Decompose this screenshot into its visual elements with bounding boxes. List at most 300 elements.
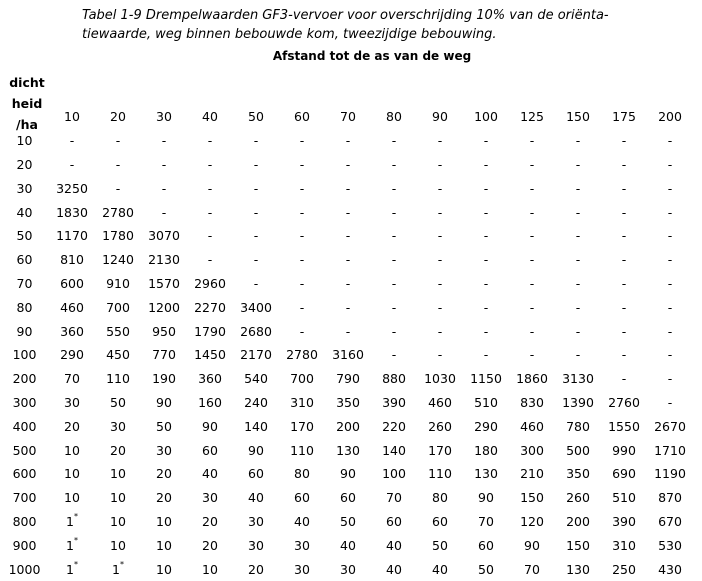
value-cell: 310 xyxy=(290,394,314,410)
value-cell: 70 xyxy=(478,513,494,529)
value-cell: 30 xyxy=(340,561,356,577)
value-cell: - xyxy=(345,204,351,220)
value-cell: 30 xyxy=(64,394,80,410)
value-cell: - xyxy=(621,204,627,220)
value-cell: - xyxy=(299,180,305,196)
value-cell: 40 xyxy=(340,537,356,553)
value-cell: - xyxy=(667,180,673,196)
table-row xyxy=(0,224,693,248)
value-cell: - xyxy=(667,394,673,410)
table-row xyxy=(0,486,693,510)
value-cell: 460 xyxy=(60,299,84,315)
value-cell: - xyxy=(207,204,213,220)
value-cell: 170 xyxy=(290,418,314,434)
table-row xyxy=(0,319,693,343)
value-cell: - xyxy=(391,133,397,149)
value-cell: - xyxy=(529,228,535,244)
value-cell: 140 xyxy=(382,442,406,458)
value-cell: - xyxy=(483,156,489,172)
table-caption xyxy=(82,6,692,44)
value-cell: 60 xyxy=(248,466,264,482)
value-cell: - xyxy=(345,180,351,196)
value-cell: 3130 xyxy=(562,371,594,387)
table-row xyxy=(0,438,693,462)
value-cell: - xyxy=(437,180,443,196)
value-cell: 2960 xyxy=(194,275,226,291)
value-cell: 50 xyxy=(478,561,494,577)
value-cell: 30 xyxy=(202,490,218,506)
value-cell: 770 xyxy=(152,347,176,363)
value-cell: - xyxy=(345,156,351,172)
value-cell: 30 xyxy=(294,537,310,553)
column-header: 200 xyxy=(658,109,682,125)
value-cell: - xyxy=(621,133,627,149)
value-cell: 2670 xyxy=(654,418,686,434)
value-cell: - xyxy=(437,275,443,291)
value-cell: - xyxy=(161,133,167,149)
value-cell: - xyxy=(575,275,581,291)
value-cell: - xyxy=(345,228,351,244)
value-cell: 30 xyxy=(110,418,126,434)
value-cell: - xyxy=(575,323,581,339)
value-cell: 60 xyxy=(386,513,402,529)
value-cell: 530 xyxy=(658,537,682,553)
value-cell: - xyxy=(69,156,75,172)
value-cell: - xyxy=(437,347,443,363)
value-cell: 350 xyxy=(566,466,590,482)
value-cell: 700 xyxy=(290,371,314,387)
value-cell: - xyxy=(483,180,489,196)
value-cell: 810 xyxy=(60,252,84,268)
value-cell: - xyxy=(667,228,673,244)
value-cell: 170 xyxy=(428,442,452,458)
value-cell: 10 xyxy=(156,537,172,553)
value-cell: 390 xyxy=(612,513,636,529)
value-cell: 220 xyxy=(382,418,406,434)
column-header: 125 xyxy=(520,109,544,125)
value-cell: - xyxy=(529,204,535,220)
density-cell: 10 xyxy=(16,133,33,149)
value-cell: - xyxy=(575,228,581,244)
corner-cell xyxy=(0,105,49,129)
value-cell: - xyxy=(667,156,673,172)
value-cell: 780 xyxy=(566,418,590,434)
value-cell: 60 xyxy=(202,442,218,458)
value-cell: - xyxy=(575,180,581,196)
density-cell: 70 xyxy=(16,275,33,291)
table-row xyxy=(0,557,693,581)
table-row xyxy=(0,176,693,200)
value-cell: 110 xyxy=(106,371,130,387)
row-header-line-1: dicht xyxy=(9,75,45,90)
column-header: 100 xyxy=(474,109,498,125)
value-cell: - xyxy=(667,299,673,315)
value-cell: - xyxy=(621,228,627,244)
value-cell: 1150 xyxy=(470,371,502,387)
value-cell: 2270 xyxy=(194,299,226,315)
value-cell: 160 xyxy=(198,394,222,410)
value-cell: 1200 xyxy=(148,299,180,315)
table-row xyxy=(0,248,693,272)
value-cell: - xyxy=(483,252,489,268)
value-cell: 460 xyxy=(520,418,544,434)
value-cell: 3160 xyxy=(332,347,364,363)
value-cell: 40 xyxy=(386,537,402,553)
density-cell: 200 xyxy=(12,371,37,387)
value-cell: 950 xyxy=(152,323,176,339)
value-cell: - xyxy=(207,180,213,196)
column-header: 40 xyxy=(202,109,218,125)
value-cell: 2760 xyxy=(608,394,640,410)
value-cell: 1170 xyxy=(56,228,88,244)
column-header: 80 xyxy=(386,109,402,125)
column-header: 10 xyxy=(64,109,80,125)
value-cell: - xyxy=(483,347,489,363)
value-cell: - xyxy=(575,204,581,220)
value-cell: - xyxy=(391,275,397,291)
value-cell: 550 xyxy=(106,323,130,339)
value-cell: - xyxy=(253,156,259,172)
value-cell: - xyxy=(69,133,75,149)
density-cell: 500 xyxy=(12,442,37,458)
value-cell: - xyxy=(299,133,305,149)
value-cell: 60 xyxy=(478,537,494,553)
value-cell: 150 xyxy=(520,490,544,506)
value-cell: 360 xyxy=(60,323,84,339)
value-cell: 1550 xyxy=(608,418,640,434)
density-cell: 800 xyxy=(12,513,37,529)
density-cell: 40 xyxy=(16,204,33,220)
value-cell: 210 xyxy=(520,466,544,482)
value-cell: 80 xyxy=(294,466,310,482)
value-cell: 10 xyxy=(110,537,126,553)
value-cell: 20 xyxy=(202,537,218,553)
value-cell: 50 xyxy=(156,418,172,434)
value-cell: - xyxy=(115,156,121,172)
table-row xyxy=(0,367,693,391)
value-cell: 2780 xyxy=(102,204,134,220)
value-cell: - xyxy=(575,156,581,172)
value-cell: 3250 xyxy=(56,180,88,196)
value-cell: - xyxy=(667,347,673,363)
footnote-marker: * xyxy=(73,511,78,521)
value-cell: 260 xyxy=(428,418,452,434)
value-cell: 300 xyxy=(520,442,544,458)
value-cell: 180 xyxy=(474,442,498,458)
value-cell: - xyxy=(253,204,259,220)
density-cell: 90 xyxy=(16,323,33,339)
value-cell: - xyxy=(391,347,397,363)
value-cell: 1* xyxy=(66,559,78,577)
column-header: 60 xyxy=(294,109,310,125)
value-cell: 1* xyxy=(66,511,78,529)
value-cell: - xyxy=(391,299,397,315)
value-cell: 910 xyxy=(106,275,130,291)
table-row xyxy=(0,510,693,534)
value-cell: 1450 xyxy=(194,347,226,363)
value-cell: 90 xyxy=(202,418,218,434)
value-cell: 90 xyxy=(478,490,494,506)
value-cell: - xyxy=(391,252,397,268)
value-cell: 1860 xyxy=(516,371,548,387)
value-cell: 290 xyxy=(474,418,498,434)
value-cell: 540 xyxy=(244,371,268,387)
value-cell: 20 xyxy=(110,442,126,458)
density-cell: 300 xyxy=(12,394,37,410)
density-cell: 80 xyxy=(16,299,33,315)
value-cell: 30 xyxy=(294,561,310,577)
value-cell: 40 xyxy=(294,513,310,529)
value-cell: 10 xyxy=(64,466,80,482)
value-cell: 30 xyxy=(248,513,264,529)
value-cell: 30 xyxy=(156,442,172,458)
density-cell: 900 xyxy=(12,537,37,553)
value-cell: 2780 xyxy=(286,347,318,363)
footnote-marker: * xyxy=(73,559,78,569)
value-cell: - xyxy=(253,133,259,149)
value-cell: - xyxy=(437,156,443,172)
value-cell: - xyxy=(621,275,627,291)
value-cell: - xyxy=(345,275,351,291)
table-row xyxy=(0,200,693,224)
value-cell: - xyxy=(299,204,305,220)
value-cell: - xyxy=(621,299,627,315)
value-cell: - xyxy=(621,347,627,363)
value-cell: - xyxy=(575,347,581,363)
table-row xyxy=(0,391,693,415)
value-cell: 140 xyxy=(244,418,268,434)
value-cell: - xyxy=(299,299,305,315)
value-cell: - xyxy=(483,299,489,315)
value-cell: - xyxy=(161,180,167,196)
value-cell: 20 xyxy=(64,418,80,434)
caption-line-2: tiewaarde, weg binnen bebouwde kom, tweezijdige bebouwing. xyxy=(82,27,497,42)
value-cell: - xyxy=(529,323,535,339)
value-cell: 360 xyxy=(198,371,222,387)
value-cell: 10 xyxy=(110,466,126,482)
threshold-table xyxy=(0,105,693,581)
value-cell: 50 xyxy=(340,513,356,529)
value-cell: - xyxy=(207,252,213,268)
value-cell: - xyxy=(621,252,627,268)
column-header: 50 xyxy=(248,109,264,125)
value-cell: - xyxy=(667,371,673,387)
value-cell: - xyxy=(299,275,305,291)
value-cell: 1830 xyxy=(56,204,88,220)
value-cell: 90 xyxy=(156,394,172,410)
value-cell: - xyxy=(391,156,397,172)
density-cell: 600 xyxy=(12,466,37,482)
value-cell: - xyxy=(253,275,259,291)
value-cell: - xyxy=(391,180,397,196)
value-cell: - xyxy=(253,228,259,244)
value-cell: - xyxy=(621,180,627,196)
value-cell: - xyxy=(437,133,443,149)
value-cell: - xyxy=(207,133,213,149)
value-cell: 70 xyxy=(386,490,402,506)
caption-line-1: Tabel 1-9 Drempelwaarden GF3-vervoer voor overschrijding 10% van de oriënta- xyxy=(82,8,609,23)
value-cell: 200 xyxy=(566,513,590,529)
value-cell: - xyxy=(529,133,535,149)
value-cell: 100 xyxy=(382,466,406,482)
value-cell: - xyxy=(529,252,535,268)
table-row xyxy=(0,153,693,177)
value-cell: 40 xyxy=(386,561,402,577)
value-cell: 10 xyxy=(110,490,126,506)
value-cell: 3400 xyxy=(240,299,272,315)
value-cell: 10 xyxy=(156,513,172,529)
value-cell: 460 xyxy=(428,394,452,410)
value-cell: 870 xyxy=(658,490,682,506)
density-cell: 30 xyxy=(16,180,33,196)
value-cell: 90 xyxy=(340,466,356,482)
value-cell: 260 xyxy=(566,490,590,506)
value-cell: - xyxy=(529,275,535,291)
table-row xyxy=(0,414,693,438)
row-header-line-2: heid xyxy=(11,96,43,111)
value-cell: 1570 xyxy=(148,275,180,291)
value-cell: 880 xyxy=(382,371,406,387)
value-cell: - xyxy=(667,275,673,291)
value-cell: - xyxy=(483,275,489,291)
value-cell: 20 xyxy=(248,561,264,577)
value-cell: 20 xyxy=(202,513,218,529)
value-cell: 60 xyxy=(340,490,356,506)
value-cell: - xyxy=(575,299,581,315)
value-cell: 390 xyxy=(382,394,406,410)
value-cell: 150 xyxy=(566,537,590,553)
value-cell: - xyxy=(621,371,627,387)
value-cell: - xyxy=(391,228,397,244)
value-cell: - xyxy=(529,180,535,196)
density-cell: 100 xyxy=(12,347,37,363)
value-cell: 450 xyxy=(106,347,130,363)
value-cell: 20 xyxy=(156,466,172,482)
value-cell: 70 xyxy=(524,561,540,577)
value-cell: - xyxy=(437,323,443,339)
density-cell: 20 xyxy=(16,156,33,172)
value-cell: - xyxy=(575,252,581,268)
value-cell: - xyxy=(299,252,305,268)
value-cell: 3070 xyxy=(148,228,180,244)
value-cell: 10 xyxy=(202,561,218,577)
density-cell: 400 xyxy=(12,418,37,434)
value-cell: 790 xyxy=(336,371,360,387)
table-row xyxy=(0,533,693,557)
value-cell: - xyxy=(161,156,167,172)
value-cell: 130 xyxy=(336,442,360,458)
value-cell: - xyxy=(483,204,489,220)
value-cell: 30 xyxy=(248,537,264,553)
value-cell: 90 xyxy=(248,442,264,458)
value-cell: 130 xyxy=(566,561,590,577)
value-cell: 190 xyxy=(152,371,176,387)
value-cell: 10 xyxy=(156,561,172,577)
value-cell: 510 xyxy=(474,394,498,410)
column-header: 70 xyxy=(340,109,356,125)
value-cell: 10 xyxy=(110,513,126,529)
value-cell: 1780 xyxy=(102,228,134,244)
value-cell: - xyxy=(529,299,535,315)
value-cell: 2680 xyxy=(240,323,272,339)
value-cell: - xyxy=(253,252,259,268)
value-cell: - xyxy=(483,228,489,244)
value-cell: - xyxy=(345,299,351,315)
value-cell: 60 xyxy=(432,513,448,529)
value-cell: - xyxy=(667,252,673,268)
value-cell: 690 xyxy=(612,466,636,482)
value-cell: 1190 xyxy=(654,466,686,482)
value-cell: 50 xyxy=(432,537,448,553)
value-cell: - xyxy=(437,299,443,315)
value-cell: - xyxy=(207,156,213,172)
value-cell: 120 xyxy=(520,513,544,529)
density-cell: 700 xyxy=(12,490,37,506)
value-cell: 670 xyxy=(658,513,682,529)
value-cell: 1* xyxy=(112,559,124,577)
row-header-line-3: /ha xyxy=(16,117,38,132)
value-cell: 2170 xyxy=(240,347,272,363)
value-cell: - xyxy=(161,204,167,220)
column-header-row xyxy=(0,105,693,129)
table-row xyxy=(0,129,693,153)
footnote-marker: * xyxy=(73,535,78,545)
value-cell: - xyxy=(345,133,351,149)
value-cell: 40 xyxy=(202,466,218,482)
value-cell: 510 xyxy=(612,490,636,506)
value-cell: 2130 xyxy=(148,252,180,268)
value-cell: 600 xyxy=(60,275,84,291)
value-cell: - xyxy=(345,252,351,268)
value-cell: 80 xyxy=(432,490,448,506)
value-cell: - xyxy=(299,323,305,339)
density-cell: 1000 xyxy=(8,561,41,577)
value-cell: - xyxy=(575,133,581,149)
value-cell: - xyxy=(437,204,443,220)
value-cell: - xyxy=(667,323,673,339)
value-cell: 700 xyxy=(106,299,130,315)
table-row xyxy=(0,272,693,296)
column-header: 175 xyxy=(612,109,636,125)
column-header: 90 xyxy=(432,109,448,125)
value-cell: 1710 xyxy=(654,442,686,458)
value-cell: 200 xyxy=(336,418,360,434)
value-cell: 250 xyxy=(612,561,636,577)
value-cell: - xyxy=(253,180,259,196)
value-cell: 290 xyxy=(60,347,84,363)
column-group-header: Afstand tot de as van de weg xyxy=(272,49,472,63)
value-cell: - xyxy=(115,180,121,196)
density-cell: 60 xyxy=(16,252,33,268)
value-cell: - xyxy=(529,156,535,172)
value-cell: 430 xyxy=(658,561,682,577)
value-cell: 40 xyxy=(432,561,448,577)
value-cell: - xyxy=(391,204,397,220)
value-cell: 60 xyxy=(294,490,310,506)
value-cell: 10 xyxy=(64,490,80,506)
value-cell: 20 xyxy=(156,490,172,506)
value-cell: - xyxy=(437,252,443,268)
table-row xyxy=(0,462,693,486)
value-cell: - xyxy=(391,323,397,339)
value-cell: - xyxy=(299,228,305,244)
value-cell: 1240 xyxy=(102,252,134,268)
value-cell: 70 xyxy=(64,371,80,387)
column-header: 30 xyxy=(156,109,172,125)
value-cell: - xyxy=(621,323,627,339)
value-cell: - xyxy=(529,347,535,363)
value-cell: 10 xyxy=(64,442,80,458)
